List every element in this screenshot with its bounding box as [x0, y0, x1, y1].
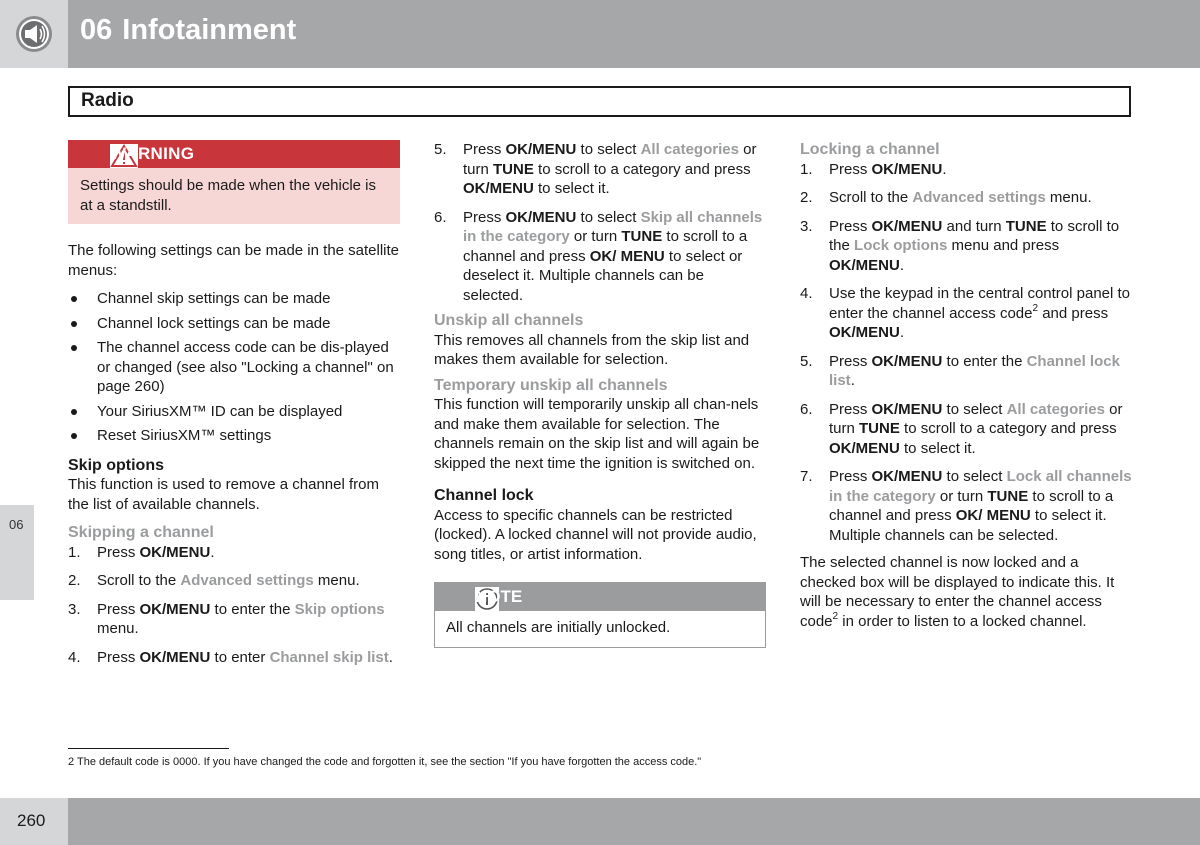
step-text: to enter the — [210, 600, 295, 618]
step-item — [800, 217, 1138, 276]
step-text: Scroll to the — [97, 572, 181, 589]
step-item — [434, 140, 768, 199]
settings-bullet-list — [68, 289, 402, 446]
step-number: 7. — [800, 468, 813, 485]
step-item — [68, 600, 402, 639]
speaker-icon — [14, 14, 54, 54]
step-text: to scroll to a channel and press — [463, 228, 748, 265]
step-text: to select it. — [533, 180, 610, 197]
step-text: Press — [829, 400, 872, 418]
step-number: 2. — [68, 572, 81, 589]
step-text: Press — [829, 217, 872, 235]
step-text: to select — [576, 208, 641, 226]
key-label: OK/MENU — [463, 180, 534, 197]
step-text: menu. — [313, 572, 360, 589]
closing-text: The selected channel is now locked and a checked box will be displayed to indicate this. It will be necessary to enter the channel access code — [800, 554, 1115, 630]
channel-lock-text: Access to specific channels can be restricted (locked). A locked channel will not provide audio, song titles, or artist information. — [434, 506, 757, 563]
closing-text: in order to listen to a locked channel. — [838, 612, 1087, 630]
key-label: OK/MENU — [829, 439, 900, 457]
key-label: TUNE — [621, 228, 663, 245]
column-2 — [434, 140, 768, 648]
step-text: to select it. — [899, 439, 976, 457]
step-text: . — [210, 543, 215, 561]
key-label: OK/MENU — [139, 543, 211, 561]
locking-closing-text — [800, 553, 1138, 631]
section-title: Radio — [81, 90, 134, 111]
step-text: and press — [1038, 304, 1109, 322]
side-chapter-tab — [0, 505, 34, 600]
step-number: 5. — [800, 352, 813, 370]
key-label: OK/MENU — [139, 600, 211, 618]
footnote-mark: 2 — [68, 756, 75, 768]
warning-title: WARNING — [110, 144, 195, 163]
bullet-icon — [71, 296, 77, 302]
step-number: 4. — [800, 285, 813, 302]
skip-options-text: This function is used to remove a channel from the list of available channels. — [68, 476, 379, 513]
side-tab-label: 06 — [9, 517, 24, 532]
menu-label: Skip options — [294, 600, 385, 618]
step-text: Press — [829, 160, 872, 178]
step-text: . — [388, 648, 393, 666]
step-text: Scroll to the — [829, 189, 913, 206]
key-label: OK/MENU — [871, 160, 943, 178]
warning-text: Settings should be made when the vehicle is at a standstill. — [68, 168, 400, 224]
menu-label: Advanced settings — [912, 189, 1046, 206]
step-item — [800, 400, 1138, 459]
chapter-name: Infotainment — [122, 14, 297, 46]
footnote-text: The default code is 0000. If you have changed the code and forgotten it, see the section "If you have forgotten the access code." — [74, 756, 702, 768]
menu-label: Lock all channels in the category — [829, 468, 1132, 505]
channel-lock-heading: Channel lock — [434, 487, 534, 504]
step-text: Press — [829, 468, 872, 485]
key-label: OK/MENU — [871, 352, 943, 370]
skipping-steps — [68, 543, 402, 668]
step-text: or turn — [935, 487, 988, 505]
step-number: 1. — [68, 543, 81, 561]
key-label: OK/MENU — [871, 468, 943, 485]
footer-bar — [0, 798, 1200, 845]
skip-options-heading: Skip options — [68, 456, 164, 474]
note-title: NOTE — [475, 587, 523, 606]
bullet-text: Reset SiriusXM™ settings — [97, 427, 272, 444]
step-number: 4. — [68, 648, 81, 666]
key-label: OK/MENU — [871, 400, 943, 418]
key-label: OK/MENU — [829, 256, 900, 274]
step-item — [68, 648, 402, 668]
step-text: to select — [942, 400, 1007, 418]
intro-text: The following settings can be made in the satellite menus: — [68, 242, 400, 279]
step-number: 2. — [800, 189, 813, 206]
step-text: Press — [97, 543, 140, 561]
step-text: or turn — [463, 141, 757, 178]
key-label: TUNE — [987, 487, 1029, 505]
step-item — [800, 160, 1138, 180]
locking-steps — [800, 160, 1138, 546]
skipping-steps-continued — [434, 140, 768, 305]
footnote-ref: 2 — [1032, 302, 1039, 314]
step-text: . — [899, 256, 905, 274]
key-label: TUNE — [859, 420, 900, 437]
bullet-icon — [71, 321, 77, 327]
step-number: 3. — [68, 600, 81, 618]
step-text: Use the keypad in the central control panel to enter the channel access code — [829, 285, 1131, 322]
step-text: menu and press — [947, 237, 1060, 254]
step-text: or turn — [829, 400, 1123, 437]
step-text: or turn — [569, 228, 622, 245]
menu-label: All categories — [640, 141, 739, 158]
step-text: to select or deselect it. Multiple channels can be selected. — [463, 247, 743, 304]
footnote-divider — [68, 748, 229, 749]
step-text: to enter — [210, 648, 270, 666]
step-text: to scroll to a category and press — [533, 160, 751, 178]
bullet-icon — [71, 345, 77, 351]
step-text: . — [899, 324, 905, 341]
header-icon-box — [0, 0, 68, 68]
menu-label: Channel skip list — [269, 648, 389, 666]
step-text: . — [850, 372, 855, 389]
step-text: to enter the — [942, 352, 1027, 370]
menu-label: Advanced settings — [180, 572, 314, 589]
step-text: Press — [829, 352, 872, 370]
key-label: OK/MENU — [829, 324, 900, 341]
step-text: to select it. Multiple channels can be selected. — [829, 507, 1107, 544]
locking-channel-heading: Locking a channel — [800, 141, 940, 158]
page-number: 260 — [17, 811, 46, 830]
menu-label: Channel lock list — [829, 352, 1120, 389]
step-item — [800, 188, 1138, 208]
step-text: Press — [463, 208, 506, 226]
step-text: to select — [576, 141, 641, 158]
step-item — [800, 284, 1138, 343]
bullet-icon — [71, 433, 77, 439]
chapter-title — [80, 14, 296, 47]
step-text: to select — [942, 468, 1007, 485]
step-text: menu. — [1045, 189, 1092, 206]
chapter-number: 06 — [80, 14, 113, 46]
key-label: TUNE — [1005, 217, 1047, 235]
unskip-heading: Unskip all channels — [434, 312, 584, 329]
section-title-box — [68, 86, 1131, 117]
column-1 — [68, 140, 402, 667]
step-number: 6. — [434, 208, 447, 226]
menu-label: Skip all channels in the category — [463, 208, 763, 245]
list-item — [68, 314, 402, 334]
step-item — [68, 571, 402, 591]
step-item — [68, 543, 402, 563]
step-number: 1. — [800, 160, 813, 178]
step-text: . — [942, 160, 947, 178]
step-text: and turn — [942, 217, 1006, 235]
warning-box — [68, 140, 400, 224]
key-label: OK/MENU — [505, 141, 577, 158]
note-box — [434, 582, 766, 648]
step-text: Press — [97, 648, 140, 666]
key-label: OK/ MENU — [589, 247, 665, 265]
list-item — [68, 402, 402, 422]
bullet-text: Channel skip settings can be made — [97, 290, 331, 307]
key-label: OK/MENU — [505, 208, 577, 226]
temp-unskip-heading: Temporary unskip all channels — [434, 376, 668, 394]
note-header — [435, 583, 765, 611]
column-3 — [800, 140, 1138, 631]
temp-unskip-text: This function will temporarily unskip all chan-nels and make them available for selection. The channels remain on the skip list and will again be skipped the next time the ignition is switched on. — [434, 396, 760, 472]
list-item — [68, 426, 402, 446]
list-item — [68, 338, 402, 397]
step-item — [800, 467, 1138, 545]
list-item — [68, 289, 402, 309]
step-text: menu. — [97, 620, 139, 637]
menu-label: All categories — [1006, 400, 1105, 418]
key-label: TUNE — [493, 160, 534, 178]
key-label: OK/MENU — [871, 217, 943, 235]
step-number: 6. — [800, 400, 813, 418]
footnote — [68, 756, 701, 768]
bullet-text: Channel lock settings can be made — [97, 314, 331, 332]
bullet-text: Your SiriusXM™ ID can be displayed — [97, 402, 343, 420]
step-number: 3. — [800, 217, 813, 235]
bullet-icon — [71, 409, 77, 415]
step-text: to scroll to the — [829, 217, 1120, 254]
menu-label: Lock options — [854, 237, 948, 254]
step-text: to scroll to a category and press — [899, 420, 1117, 437]
unskip-text: This removes all channels from the skip list and makes them available for selection. — [434, 331, 750, 368]
step-text: Press — [97, 600, 140, 618]
step-item — [434, 208, 768, 306]
key-label: OK/MENU — [139, 648, 211, 666]
footnote-ref: 2 — [832, 610, 839, 622]
side-margin — [0, 68, 34, 798]
note-text: All channels are initially unlocked. — [446, 619, 671, 636]
skipping-channel-heading: Skipping a channel — [68, 524, 214, 541]
step-text: Press — [463, 141, 506, 158]
warning-header — [68, 140, 400, 168]
step-item — [800, 352, 1138, 391]
step-text: to scroll to a channel and press — [829, 487, 1114, 524]
key-label: OK/ MENU — [955, 507, 1031, 524]
bullet-text: The channel access code can be dis-played or changed (see also "Locking a channel" on page 260) — [97, 339, 394, 395]
step-number: 5. — [434, 141, 447, 158]
